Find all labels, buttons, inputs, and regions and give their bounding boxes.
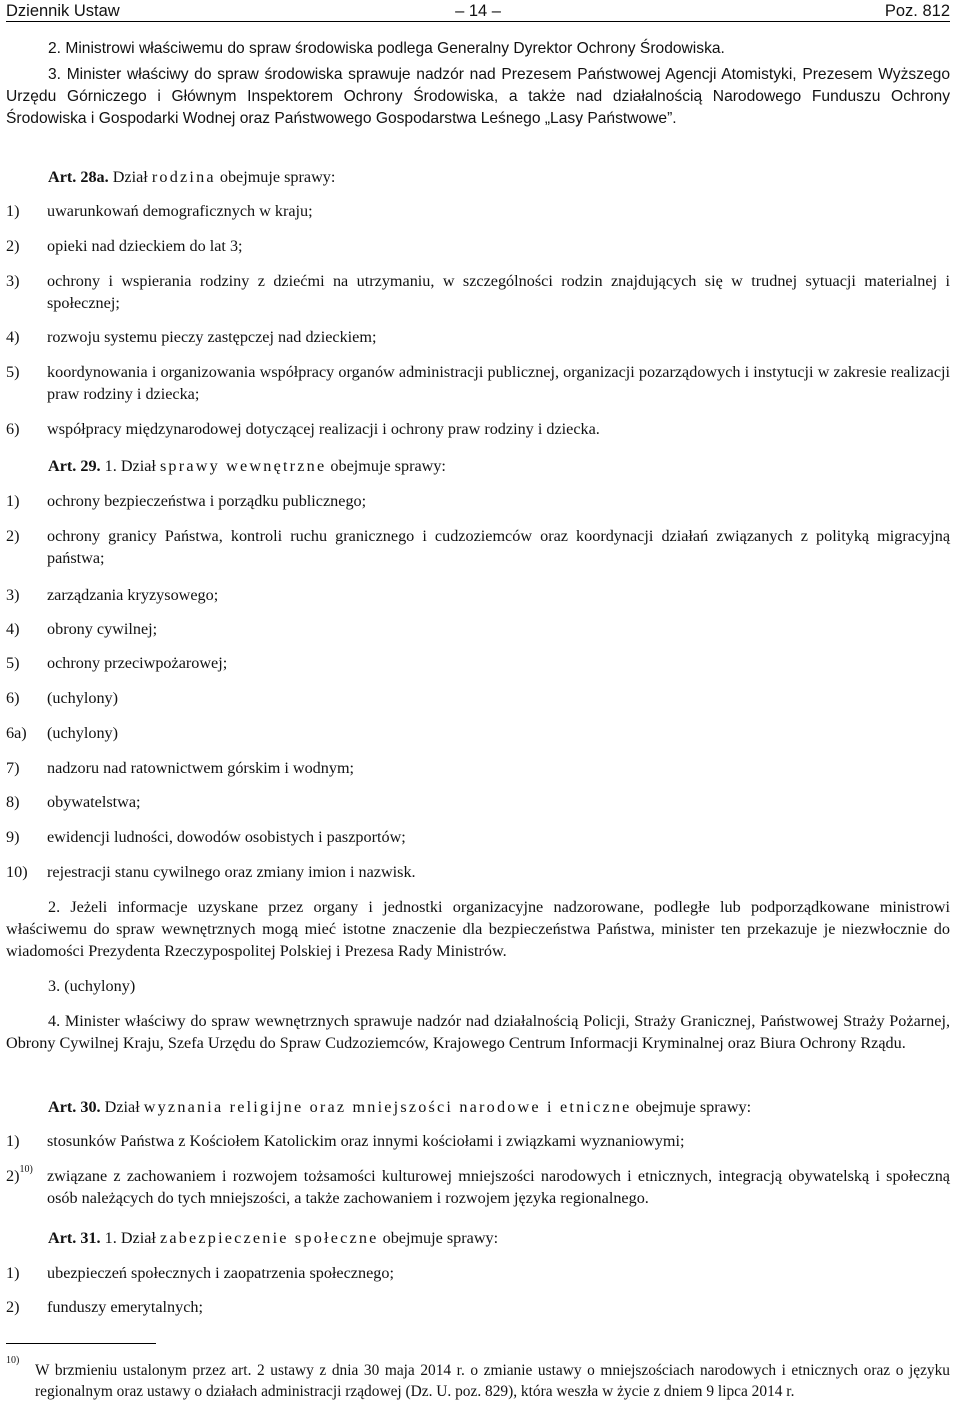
department-name: zabezpieczenie społeczne <box>159 1229 379 1247</box>
page-number: – 14 – <box>455 2 501 20</box>
list-item: 4) obrony cywilnej; <box>6 620 158 638</box>
art28-para-2: 2. Ministrowi właściwemu do spraw środowiska podlega Generalny Dyrektor Ochrony Środowiska. <box>48 40 725 57</box>
department-name: rodzina <box>151 168 216 186</box>
list-item: 2) funduszy emerytalnych; <box>6 1298 203 1316</box>
header-rule <box>6 21 950 22</box>
list-item: 1) ochrony bezpieczeństwa i porządku publicznego; <box>6 492 367 510</box>
list-item: 6) współpracy międzynarodowej dotyczącej realizacji i ochrony praw rodziny i dziecka. <box>6 420 600 438</box>
list-item: 1) stosunków Państwa z Kościołem Katolickim oraz innymi kościołami i związkami wyznaniowymi; <box>6 1132 685 1150</box>
list-item: 2)$^{10)}$ związane z zachowaniem i rozwojem tożsamości kulturowej mniejszości narodowych i etnicznych, integracją obywatelską i społeczną osób należących do tych mniejszości, a także zachowaniem i rozwojem języka regionalnego. <box>6 1164 950 1207</box>
page-header <box>6 0 950 20</box>
journal-title: Dziennik Ustaw <box>6 2 120 20</box>
list-item: 4) rozwoju systemu pieczy zastępczej nad dzieckiem; <box>6 328 377 346</box>
department-name: wyznania religijne oraz mniejszości narodowe i etniczne <box>143 1098 632 1116</box>
footnote-rule <box>6 1343 156 1344</box>
art29-para-3: 3. (uchylony) <box>48 977 136 995</box>
list-item: 2) opieki nad dzieckiem do lat 3; <box>6 237 243 255</box>
list-item: 6) (uchylony) <box>6 689 119 707</box>
list-item: 5) koordynowania i organizowania współpracy organów administracji publicznej, organizacji pozarządowych i instytucji w zakresie realizacji praw rodziny i dziecka; <box>6 363 950 403</box>
art30-heading: Art. 30. Dział wyznania religijne oraz mniejszości narodowe i etniczne obejmuje sprawy: <box>48 1098 752 1116</box>
list-item: 3) ochrony i wspierania rodziny z dziećmi na utrzymaniu, w szczególności rodzin znajdujących się w trudnej sytuacji materialnej i społecznej; <box>6 272 950 312</box>
list-item: 1) uwarunkowań demograficznych w kraju; <box>6 202 313 220</box>
art29-heading: Art. 29. 1. Dział sprawy wewnętrzne obejmuje sprawy: <box>48 457 446 475</box>
list-item: 3) zarządzania kryzysowego; <box>6 586 219 604</box>
department-name: sprawy wewnętrzne <box>159 457 327 475</box>
footnote-ref[interactable]: 10) <box>19 1164 33 1175</box>
list-item: 1) ubezpieczeń społecznych i zaopatrzenia społecznego; <box>6 1264 394 1282</box>
list-item: 8) obywatelstwa; <box>6 793 141 811</box>
art28a-heading: Art. 28a. Dział rodzina obejmuje sprawy: <box>48 168 336 186</box>
article-label: Art. 28a. <box>48 168 109 186</box>
article-label: Art. 31. <box>48 1229 101 1247</box>
footnote <box>6 1355 950 1402</box>
art29-para-4: 4. Minister właściwy do spraw wewnętrznych sprawuje nadzór nad działalnością Policji, Straży Granicznej, Państwowej Straży Pożarnej, Obrony Cywilnej Kraju, Szefa Urzędu do Spraw Cudzoziemców, Krajowego Centrum Informacji Kryminalnej oraz Biura Ochrony Rządu. <box>6 1012 950 1052</box>
list-item: 6a) (uchylony) <box>6 724 119 742</box>
list-item: 9) ewidencji ludności, dowodów osobistych i paszportów; <box>6 828 406 846</box>
list-item: 7) nadzoru nad ratownictwem górskim i wodnym; <box>6 759 355 777</box>
list-item: 10) rejestracji stanu cywilnego oraz zmiany imion i nazwisk. <box>6 863 416 881</box>
position-number: Poz. 812 <box>884 2 950 20</box>
art29-para-2: 2. Jeżeli informacje uzyskane przez organy i jednostki organizacyjne nadzorowane, podległe lub podporządkowane ministrowi właściwemu do spraw wewnętrznych mogą mieć istotne znaczenie dla bezpieczeństwa Państwa, minister ten przekazuje je niezwłocznie do wiadomości Prezydenta Rzeczypospolitej Polskiej i Prezesa Rady Ministrów. <box>6 898 950 960</box>
footnote-mark: 10) <box>6 1355 20 1366</box>
article-label: Art. 30. <box>48 1098 101 1116</box>
list-item: 2) ochrony granicy Państwa, kontroli ruchu granicznego i cudzoziemców oraz koordynacji działań związanych z polityką migracyjną państwa; <box>6 527 950 567</box>
article-label: Art. 29. <box>48 457 101 475</box>
art31-heading: Art. 31. 1. Dział zabezpieczenie społeczne obejmuje sprawy: <box>48 1229 499 1247</box>
art28-para-3: 3. Minister właściwy do spraw środowiska sprawuje nadzór nad Prezesem Państwowej Agencji Atomistyki, Prezesem Wyższego Urzędu Górniczego i Głównym Inspektorem Ochrony Środowiska, a także nad działalnością Narodowego Funduszu Ochrony Środowiska i Gospodarki Wodnej oraz Państwowego Gospodarstwa Leśnego „Lasy Państwowe”. <box>6 66 950 127</box>
list-item: 5) ochrony przeciwpożarowej; <box>6 654 228 672</box>
footnote-text: W brzmieniu ustalonym przez art. 2 ustawy z dnia 30 maja 2014 r. o zmianie ustawy o mniejszościach narodowych i etnicznych oraz o języku regionalnym oraz ustawy o działach administracji rządowej (Dz. U. poz. 829), która weszła w życie z dniem 9 lipca 2014 r. <box>35 1362 950 1400</box>
